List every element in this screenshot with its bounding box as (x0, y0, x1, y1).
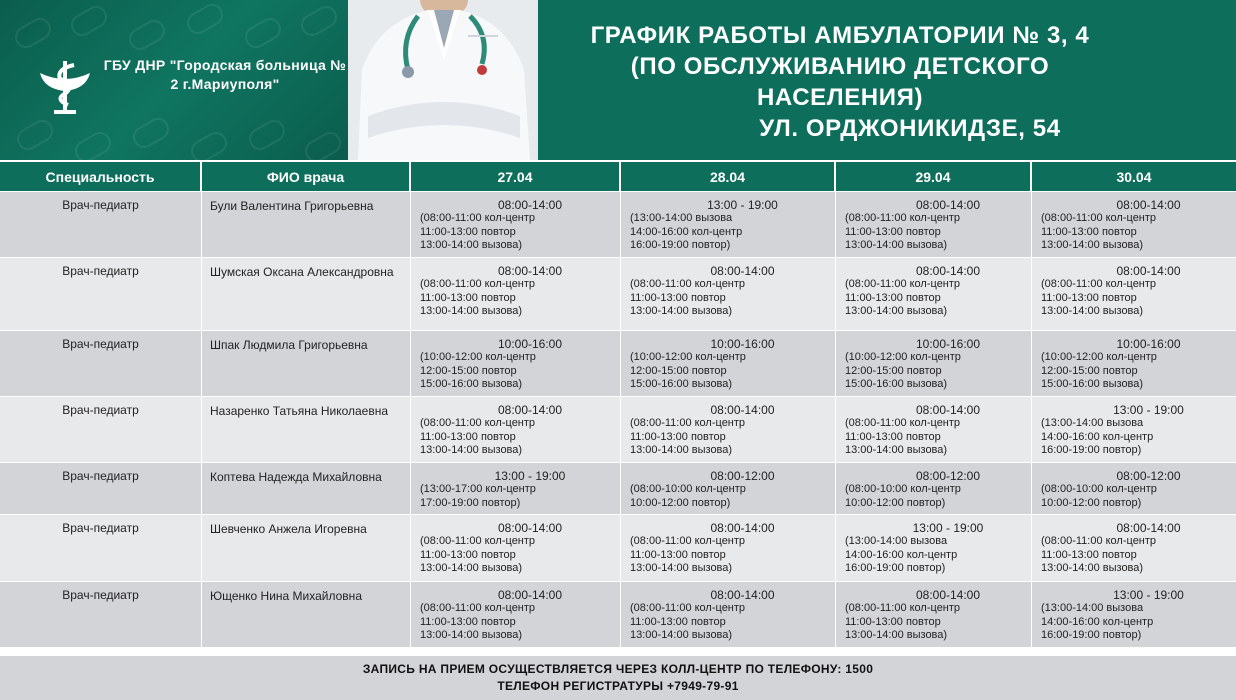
doctor-name-cell: Ющенко Нина Михайловна (202, 582, 411, 647)
specialty-cell: Врач-педиатр (0, 192, 202, 257)
schedule-cell (836, 515, 1032, 581)
shift-time: 08:00-14:00 (710, 403, 775, 417)
schedule-cell (621, 397, 836, 462)
schedule-cell (1032, 192, 1236, 257)
shift-breakdown: (08:00-11:00 кол-центр 11:00-13:00 повтор 13:00-14:00 вызова) (420, 602, 536, 641)
shift-time: 10:00-16:00 (710, 337, 775, 351)
shift-breakdown: (08:00-11:00 кол-центр 11:00-13:00 повтор 13:00-14:00 вызова) (845, 212, 961, 251)
shift-breakdown: (08:00-11:00 кол-центр 11:00-13:00 повтор 13:00-14:00 вызова) (420, 417, 536, 456)
doctor-name-cell: Були Валентина Григорьевна (202, 192, 411, 257)
table-body (0, 191, 1236, 647)
table-row (0, 462, 1236, 514)
shift-breakdown: (08:00-11:00 кол-центр 11:00-13:00 повтор 13:00-14:00 вызова) (845, 278, 961, 317)
footer-registry-phone: ТЕЛЕФОН РЕГИСТРАТУРЫ +7949-79-91 (497, 679, 739, 693)
schedule-cell (621, 515, 836, 581)
shift-time: 08:00-14:00 (1116, 198, 1181, 212)
schedule-cell (621, 331, 836, 396)
shift-breakdown: (08:00-11:00 кол-центр 11:00-13:00 повтор 13:00-14:00 вызова) (1041, 278, 1157, 317)
shift-breakdown: (08:00-11:00 кол-центр 11:00-13:00 повтор 13:00-14:00 вызова) (1041, 535, 1157, 574)
shift-breakdown: (08:00-11:00 кол-центр 11:00-13:00 повтор 13:00-14:00 вызова) (630, 535, 746, 574)
schedule-cell (411, 582, 621, 647)
shift-breakdown: (08:00-11:00 кол-центр 11:00-13:00 повтор 13:00-14:00 вызова) (630, 278, 746, 317)
shift-breakdown: (08:00-11:00 кол-центр 11:00-13:00 повтор 13:00-14:00 вызова) (845, 602, 961, 641)
schedule-cell (621, 192, 836, 257)
shift-time: 10:00-16:00 (497, 337, 563, 351)
schedule-cell (411, 463, 621, 514)
shift-breakdown: (08:00-10:00 кол-центр 10:00-12:00 повтор) (845, 483, 961, 509)
title-line-4: УЛ. ОРДЖОНИКИДЗЕ, 54 (759, 115, 1061, 142)
doctor-photo (348, 0, 538, 160)
shift-time: 08:00-14:00 (710, 588, 775, 602)
shift-time: 08:00-14:00 (497, 521, 563, 535)
shift-time: 08:00-14:00 (915, 588, 981, 602)
schedule-cell (836, 582, 1032, 647)
shift-breakdown: (10:00-12:00 кол-центр 12:00-15:00 повтор 15:00-16:00 вызова) (845, 351, 961, 390)
shift-breakdown: (13:00-14:00 вызова 14:00-16:00 кол-центр 16:00-19:00 повтор) (630, 212, 743, 251)
shift-breakdown: (08:00-11:00 кол-центр 11:00-13:00 повтор 13:00-14:00 вызова) (420, 278, 536, 317)
schedule-cell (411, 515, 621, 581)
shift-time: 08:00-14:00 (497, 403, 563, 417)
specialty-cell: Врач-педиатр (0, 515, 202, 581)
doctor-name-cell: Шумская Оксана Александровна (202, 258, 411, 330)
shift-time: 13:00 - 19:00 (494, 469, 566, 483)
column-header-specialty: Специальность (0, 162, 202, 191)
shift-breakdown: (08:00-11:00 кол-центр 11:00-13:00 повтор 13:00-14:00 вызова) (420, 212, 536, 251)
shift-breakdown: (10:00-12:00 кол-центр 12:00-15:00 повтор 15:00-16:00 вызова) (420, 351, 536, 390)
schedule-cell (621, 258, 836, 330)
doctor-name-cell: Шевченко Анжела Игоревна (202, 515, 411, 581)
column-header-day-4: 30.04 (1116, 168, 1152, 185)
shift-breakdown: (08:00-11:00 кол-центр 11:00-13:00 повтор 13:00-14:00 вызова) (1041, 212, 1157, 251)
shift-breakdown: (13:00-14:00 вызова 14:00-16:00 кол-центр 16:00-19:00 повтор) (1041, 602, 1154, 641)
header-banner (0, 0, 1236, 160)
schedule-cell (411, 192, 621, 257)
title-line-2: (ПО ОБСЛУЖИВАНИЮ ДЕТСКОГО (630, 53, 1050, 80)
shift-time: 08:00-14:00 (497, 198, 563, 212)
shift-time: 08:00-14:00 (915, 264, 981, 278)
shift-breakdown: (08:00-11:00 кол-центр 11:00-13:00 повтор 13:00-14:00 вызова) (420, 535, 536, 574)
shift-time: 08:00-14:00 (497, 264, 563, 278)
shift-time: 08:00-12:00 (710, 469, 775, 483)
specialty-cell: Врач-педиатр (0, 582, 202, 647)
shift-breakdown: (08:00-10:00 кол-центр 10:00-12:00 повтор) (1041, 483, 1157, 509)
shift-time: 08:00-14:00 (915, 403, 981, 417)
shift-breakdown: (10:00-12:00 кол-центр 12:00-15:00 повтор 15:00-16:00 вызова) (1041, 351, 1157, 390)
shift-time: 13:00 - 19:00 (912, 521, 984, 535)
column-header-day-2: 28.04 (621, 162, 836, 191)
schedule-cell (411, 397, 621, 462)
table-row (0, 257, 1236, 330)
shift-time: 13:00 - 19:00 (1113, 588, 1184, 602)
shift-breakdown: (08:00-11:00 кол-центр 11:00-13:00 повтор 13:00-14:00 вызова) (630, 602, 746, 641)
shift-time: 08:00-12:00 (915, 469, 981, 483)
shift-breakdown: (10:00-12:00 кол-центр 12:00-15:00 повтор 15:00-16:00 вызова) (630, 351, 746, 390)
schedule-cell (1032, 331, 1236, 396)
table-row (0, 396, 1236, 462)
doctor-name-cell: Коптева Надежда Михайловна (202, 463, 411, 514)
doctor-name-cell: Шпак Людмила Григорьевна (202, 331, 411, 396)
organization-name: ГБУ ДНР "Городская больница № 2 г.Мариуполя" (103, 57, 347, 92)
schedule-cell (1032, 463, 1236, 514)
page-title (560, 20, 1120, 144)
schedule-cell (621, 582, 836, 647)
schedule-cell (411, 258, 621, 330)
schedule-cell (411, 331, 621, 396)
shift-time: 10:00-16:00 (1116, 337, 1181, 351)
shift-time: 08:00-14:00 (710, 521, 775, 535)
schedule-cell (836, 397, 1032, 462)
schedule-cell (1032, 397, 1236, 462)
table-row (0, 191, 1236, 257)
header-logo-panel (0, 0, 350, 160)
schedule-cell (836, 331, 1032, 396)
shift-time: 08:00-14:00 (497, 588, 563, 602)
shift-time: 10:00-16:00 (915, 337, 981, 351)
schedule-table (0, 160, 1236, 647)
table-row (0, 581, 1236, 647)
schedule-cell (621, 463, 836, 514)
schedule-cell (836, 463, 1032, 514)
footer-callcenter-text: ЗАПИСЬ НА ПРИЕМ ОСУЩЕСТВЛЯЕТСЯ ЧЕРЕЗ КОЛЛ-ЦЕНТР ПО ТЕЛЕФОНУ: 1500 (362, 662, 874, 676)
shift-time: 13:00 - 19:00 (1113, 403, 1184, 417)
shift-breakdown: (08:00-11:00 кол-центр 11:00-13:00 повтор 13:00-14:00 вызова) (845, 417, 961, 456)
schedule-cell (1032, 258, 1236, 330)
shift-time: 08:00-14:00 (915, 198, 981, 212)
table-row (0, 330, 1236, 396)
title-line-3: НАСЕЛЕНИЯ) (756, 84, 924, 111)
title-line-1: ГРАФИК РАБОТЫ АМБУЛАТОРИИ № 3, 4 (590, 22, 1090, 49)
specialty-cell: Врач-педиатр (0, 397, 202, 462)
table-row (0, 514, 1236, 581)
schedule-cell (1032, 515, 1236, 581)
shift-breakdown: (08:00-11:00 кол-центр 11:00-13:00 повтор 13:00-14:00 вызова) (630, 417, 746, 456)
shift-time: 08:00-14:00 (1116, 264, 1181, 278)
column-header-doctor: ФИО врача (202, 162, 411, 191)
footer-info (0, 656, 1236, 700)
schedule-cell (836, 192, 1032, 257)
specialty-cell: Врач-педиатр (0, 331, 202, 396)
shift-time: 08:00-12:00 (1116, 469, 1181, 483)
shift-time: 08:00-14:00 (1116, 521, 1181, 535)
shift-breakdown: (08:00-10:00 кол-центр 10:00-12:00 повтор) (630, 483, 746, 509)
column-header-day-3: 29.04 (836, 162, 1032, 191)
shift-time: 13:00 - 19:00 (707, 198, 778, 212)
specialty-cell: Врач-педиатр (0, 258, 202, 330)
schedule-cell (1032, 582, 1236, 647)
medical-bowl-snake-icon (36, 55, 94, 117)
shift-breakdown: (13:00-14:00 вызова 14:00-16:00 кол-центр 16:00-19:00 повтор) (845, 535, 958, 574)
shift-time: 08:00-14:00 (710, 264, 775, 278)
schedule-cell (836, 258, 1032, 330)
shift-breakdown: (13:00-17:00 кол-центр 17:00-19:00 повтор) (420, 483, 536, 509)
column-header-day-1: 27.04 (411, 162, 621, 191)
doctor-name-cell: Назаренко Татьяна Николаевна (202, 397, 411, 462)
shift-breakdown: (13:00-14:00 вызова 14:00-16:00 кол-центр 16:00-19:00 повтор) (1041, 417, 1154, 456)
specialty-cell: Врач-педиатр (0, 463, 202, 514)
table-header (0, 160, 1236, 191)
